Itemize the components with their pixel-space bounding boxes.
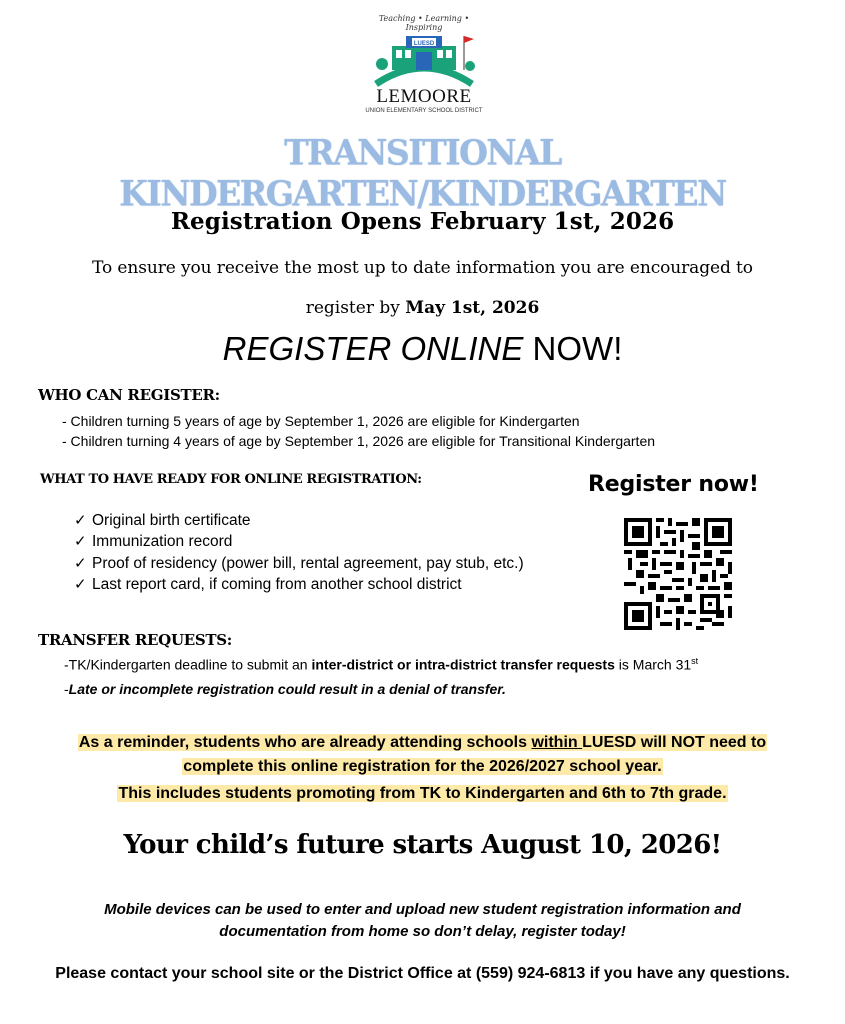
register-now-heading: Register now! bbox=[588, 472, 759, 497]
reminder-highlight bbox=[78, 734, 767, 751]
checklist-item-label: Proof of residency (power bill, rental agreement, pay stub, etc.) bbox=[92, 555, 524, 572]
checkmark-icon: ✓ bbox=[74, 532, 87, 550]
transfer-deadline-date: is March 31 bbox=[614, 656, 692, 673]
register-online-heading bbox=[0, 330, 845, 368]
checkmark-icon: ✓ bbox=[74, 575, 87, 593]
reminder-within-underlined: within bbox=[531, 734, 583, 751]
mobile-devices-text: documentation from home so don’t delay, register today! bbox=[219, 923, 626, 940]
what-to-have-ready-heading: WHAT TO HAVE READY FOR ONLINE REGISTRATION: bbox=[40, 472, 422, 487]
register-by-date: May 1st, 2026 bbox=[405, 298, 540, 318]
checklist-item-label: Immunization record bbox=[92, 533, 233, 550]
reminder-text-a: As a reminder, students who are already attending schools bbox=[78, 734, 532, 751]
reminder-text-b: LUESD will NOT need to bbox=[582, 734, 767, 751]
register-online-italic: REGISTER ONLINE bbox=[222, 330, 524, 367]
reminder-line bbox=[0, 734, 845, 752]
school-building-icon bbox=[370, 22, 478, 88]
transfer-deadline-text bbox=[64, 656, 698, 673]
reminder-highlight: This includes students promoting from TK to Kindergarten and 6th to 7th grade. bbox=[118, 785, 727, 802]
who-can-register-heading: WHO CAN REGISTER: bbox=[38, 386, 220, 404]
logo-name: LEMOORE bbox=[376, 86, 472, 107]
building-sign: LUESD bbox=[413, 41, 435, 47]
checklist-item bbox=[74, 554, 524, 573]
program-banner: TRANSITIONAL KINDERGARTEN/KINDERGARTEN bbox=[119, 132, 726, 214]
transfer-deadline-prefix: -TK/Kindergarten deadline to submit an bbox=[64, 656, 312, 673]
logo-tagline: Teaching • Learning • Inspiring bbox=[378, 14, 470, 32]
checkmark-icon: ✓ bbox=[74, 511, 87, 529]
reminder-line bbox=[0, 785, 845, 803]
checkmark-icon: ✓ bbox=[74, 554, 87, 572]
district-logo bbox=[362, 14, 486, 118]
transfer-warning-text bbox=[64, 681, 506, 697]
register-by-prefix: register by bbox=[305, 298, 406, 318]
ensure-text: To ensure you receive the most up to date information you are encouraged to bbox=[92, 258, 753, 278]
transfer-warning-italic: Late or incomplete registration could result in a denial of transfer. bbox=[68, 681, 506, 697]
reminder-line bbox=[0, 758, 845, 776]
transfer-type-emphasis: inter-district or intra-district transfer requests bbox=[311, 656, 615, 673]
checklist-item-label: Original birth certificate bbox=[92, 512, 251, 529]
register-online-rest: NOW! bbox=[523, 330, 623, 367]
transfer-warning-dash: - bbox=[64, 681, 69, 697]
registration-opens-heading: Registration Opens February 1st, 2026 bbox=[170, 208, 675, 235]
register-by-text bbox=[0, 298, 845, 318]
transfer-requests-heading: TRANSFER REQUESTS: bbox=[38, 631, 233, 649]
checklist-item bbox=[74, 532, 232, 551]
registration-qr-code-icon[interactable] bbox=[624, 518, 732, 630]
checklist-item bbox=[74, 575, 462, 594]
mobile-devices-text: Mobile devices can be used to enter and upload new student registration information and bbox=[104, 901, 741, 918]
logo-subtitle: UNION ELEMENTARY SCHOOL DISTRICT bbox=[365, 108, 483, 114]
future-starts-heading: Your child’s future starts August 10, 2026! bbox=[123, 830, 722, 860]
checklist-item-label: Last report card, if coming from another school district bbox=[92, 576, 462, 593]
eligibility-item: - Children turning 5 years of age by September 1, 2026 are eligible for Kindergarten bbox=[62, 413, 580, 429]
date-ordinal: st bbox=[691, 656, 699, 666]
reminder-highlight: complete this online registration for the 2026/2027 school year. bbox=[183, 758, 662, 775]
eligibility-item: - Children turning 4 years of age by September 1, 2026 are eligible for Transitional Kindergarten bbox=[62, 433, 656, 449]
contact-text: Please contact your school site or the District Office at (559) 924-6813 if you have any questions. bbox=[55, 965, 790, 982]
checklist-item bbox=[74, 511, 251, 530]
